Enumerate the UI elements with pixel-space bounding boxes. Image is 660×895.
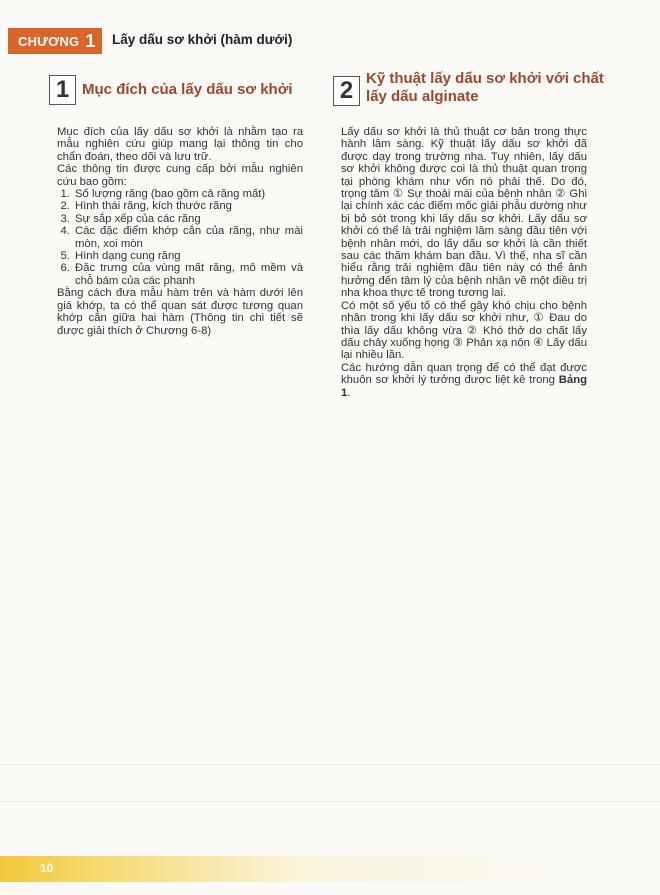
page-number: 10 — [40, 861, 54, 875]
chapter-tab — [8, 28, 102, 54]
page-divider — [0, 764, 660, 765]
section2-number: 2 — [333, 76, 360, 106]
section1-closing: Bằng cách đưa mẫu hàm trên và hàm dưới lên giá khớp, ta có thể quan sát được tương quan khớp cắn giữa hai hàm (Thông tin chi tiết sẽ được giải thích ở Chương 6-8) — [57, 287, 303, 337]
chapter-word: CHƯƠNG — [18, 33, 80, 49]
list-item: 1. Số lượng răng (bao gồm cả răng mất) — [73, 188, 303, 200]
list-item: 5. Hình dạng cung răng — [73, 250, 303, 262]
section1-list — [57, 188, 303, 287]
section1-number: 1 — [49, 75, 76, 105]
list-item: 2. Hình thái răng, kích thước răng — [73, 200, 303, 212]
section2-body — [341, 126, 587, 399]
section1-body — [57, 126, 303, 337]
section1-intro: Mục đích của lấy dấu sơ khởi là nhằm tạo ra mẫu nghiên cứu giúp mang lại thông tin cho chẩn đoán, theo dõi và lưu trữ. — [57, 126, 303, 163]
section1-heading — [49, 75, 319, 105]
section2-heading — [333, 70, 623, 106]
section2-para3-text: Các hướng dẫn quan trọng để có thể đạt được khuôn sơ khởi lý tưởng được liệt kê trong — [341, 361, 587, 387]
section1-list-intro: Các thông tin được cung cấp bởi mẫu nghiên cứu bao gồm: — [57, 163, 303, 188]
chapter-number: 1 — [85, 30, 96, 51]
section2-para2: Có một số yếu tố có thể gây khó chịu cho bệnh nhân trong khi lấy dấu sơ khởi như, ① Đau do thìa lấy dấu không vừa ② Khó thở do chất lấy dấu chảy xuống họng ③ Phản xạ nôn ④ Lấy dấu lại nhiều lần. — [341, 299, 587, 362]
section2-title: Kỹ thuật lấy dấu sơ khởi với chất lấy dấu alginate — [366, 70, 604, 105]
table-reference: Bảng 1 — [341, 374, 587, 399]
footer-bar — [0, 856, 660, 882]
list-item: 6. Đặc trưng của vùng mất răng, mô mềm và chỗ bám của các phanh — [73, 262, 303, 287]
section1-title: Mục đích của lấy dấu sơ khởi — [82, 81, 293, 98]
section2-para1: Lấy dấu sơ khởi là thủ thuật cơ bản trong thực hành lâm sàng. Kỹ thuật lấy dấu sơ khởi đã được dạy trong trường nha. Tuy nhiên, lấy dấu sơ khởi không được coi là thủ thuật quan trọng tại phòng khám như vốn nó phải thế. Do đó, trọng tâm ① Sự thoải mái của bệnh nhân ② Ghi lại chính xác các điểm mốc giải phẫu dường như bị bỏ sót trong khi lấy dấu sơ khởi. Lấy dấu sơ khởi có thể là trải nghiệm lâm sàng đầu tiên với bệnh nhân mới, do lấy dấu sơ khởi là cần thiết sau các thăm khám ban đầu. Vì thế, nha sĩ cần hiểu rằng trải nghiệm đầu tiên này có thể ảnh hưởng đến tâm lý của bệnh nhân về một điều trị nha khoa thực tế trong tương lai. — [341, 126, 587, 300]
section2-para3 — [341, 362, 587, 399]
list-item: 4. Các đặc điểm khớp cắn của răng, như mài mòn, xoi mòn — [73, 225, 303, 250]
list-item: 3. Sự sắp xếp của các răng — [73, 213, 303, 225]
page-divider — [0, 801, 660, 802]
section2-para3-end: . — [347, 386, 351, 399]
chapter-title: Lấy dấu sơ khởi (hàm dưới) — [112, 32, 293, 47]
